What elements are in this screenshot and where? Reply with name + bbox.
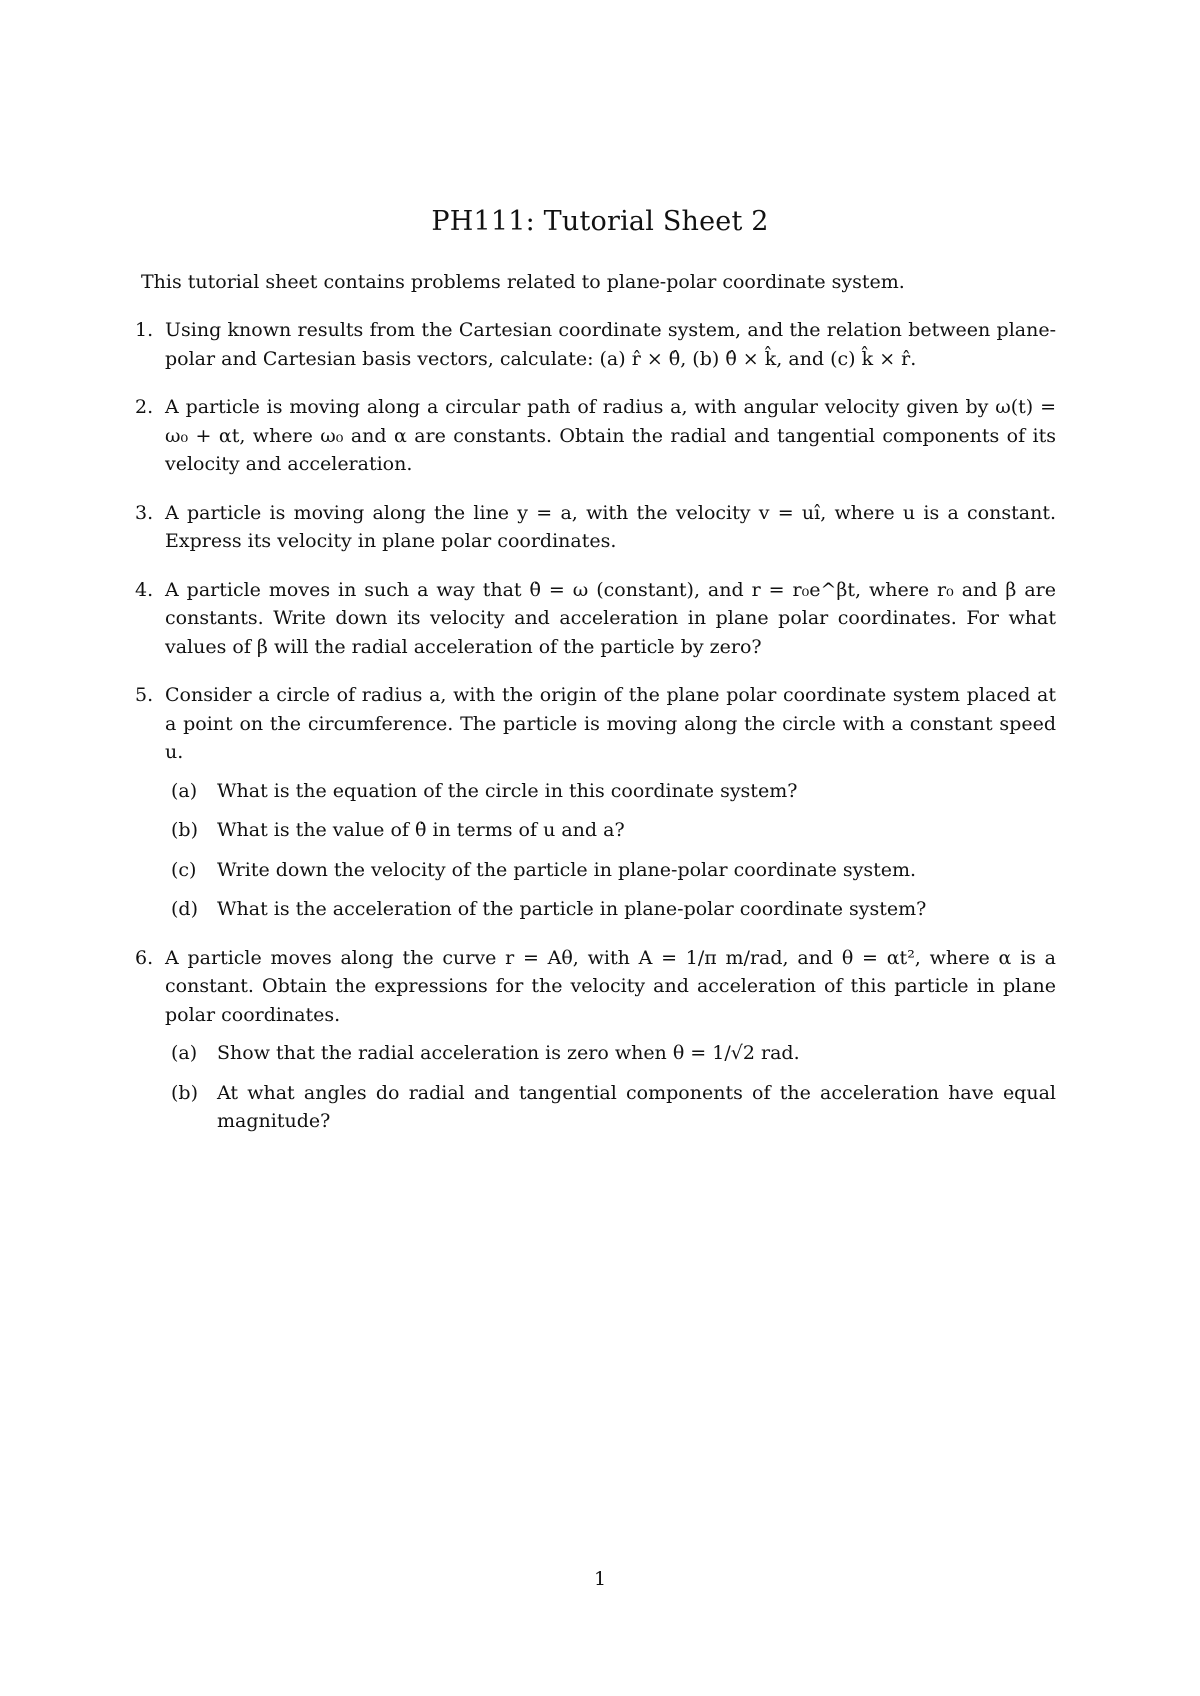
subpart-label: (b) [171,1081,198,1104]
subpart-text: What is the acceleration of the particle in plane-polar coordinate system? [217,898,927,920]
problem-text: A particle is moving along the line y = a, with the velocity v = uî, where u is a constant. Express its velocity in plane polar coordinates. [165,501,1056,552]
problem-text: Using known results from the Cartesian coordinate system, and the relation between plane-polar and Cartesian basis vectors, calculate: (a) r̂ × θ̂, (b) θ̂ × k̂, and (c) k̂ × r̂. [165,319,1056,370]
subpart-text: Write down the velocity of the particle in plane-polar coordinate system. [217,858,917,881]
subpart-c [165,856,1056,885]
problem-3 [135,499,1056,556]
problem-1 [135,316,1056,373]
problem-number: 1. [135,319,154,341]
subpart-label: (a) [171,1042,198,1064]
problem-2 [135,393,1056,479]
problem-number: 6. [135,946,154,969]
problem-number: 2. [135,396,154,418]
subpart-text: What is the value of θ̇ in terms of u and a? [217,819,625,841]
problem-4 [135,576,1056,662]
subpart-text: At what angles do radial and tangential components of the acceleration have equal magnitude? [217,1081,1056,1132]
subpart-list [165,777,1056,924]
problem-6 [135,944,1056,1136]
page-title: PH111: Tutorial Sheet 2 [431,206,769,237]
problem-text: A particle moves along the curve r = Aθ, with A = 1/π m/rad, and θ = αt², where α is a constant. Obtain the expressions for the velocity and acceleration of this particle in plane polar coordinates. [165,946,1056,1026]
subpart-label: (d) [171,898,198,920]
problem-number: 5. [135,684,154,706]
problem-number: 4. [135,578,154,601]
subpart-d [165,895,1056,924]
subpart-a [165,777,1056,806]
problem-list [135,316,1056,1156]
problem-number: 3. [135,501,154,524]
intro-text: This tutorial sheet contains problems related to plane-polar coordinate system. [141,271,905,293]
subpart-b [165,1079,1056,1136]
problem-text: A particle moves in such a way that θ̇ = ω (constant), and r = r₀e^βt, where r₀ and β are constants. Write down its velocity and acceleration in plane polar coordinates. For what values of β will the radial acceleration of the particle by zero? [165,578,1056,658]
subpart-list [165,1039,1056,1136]
subpart-b [165,816,1056,845]
subpart-label: (b) [171,819,198,841]
subpart-text: What is the equation of the circle in this coordinate system? [217,779,798,802]
page-number: 1 [593,1568,607,1590]
subpart-text: Show that the radial acceleration is zero when θ = 1/√2 rad. [217,1042,800,1064]
problem-5 [135,681,1056,924]
problem-text: A particle is moving along a circular path of radius a, with angular velocity given by ω(t) = ω₀ + αt, where ω₀ and α are constants. Obtain the radial and tangential components of its velocity and acceleration. [165,396,1056,475]
problem-text: Consider a circle of radius a, with the origin of the plane polar coordinate system placed at a point on the circumference. The particle is moving along the circle with a constant speed u. [165,684,1056,763]
subpart-label: (a) [171,779,198,802]
subpart-label: (c) [171,858,197,881]
subpart-a [165,1039,1056,1068]
